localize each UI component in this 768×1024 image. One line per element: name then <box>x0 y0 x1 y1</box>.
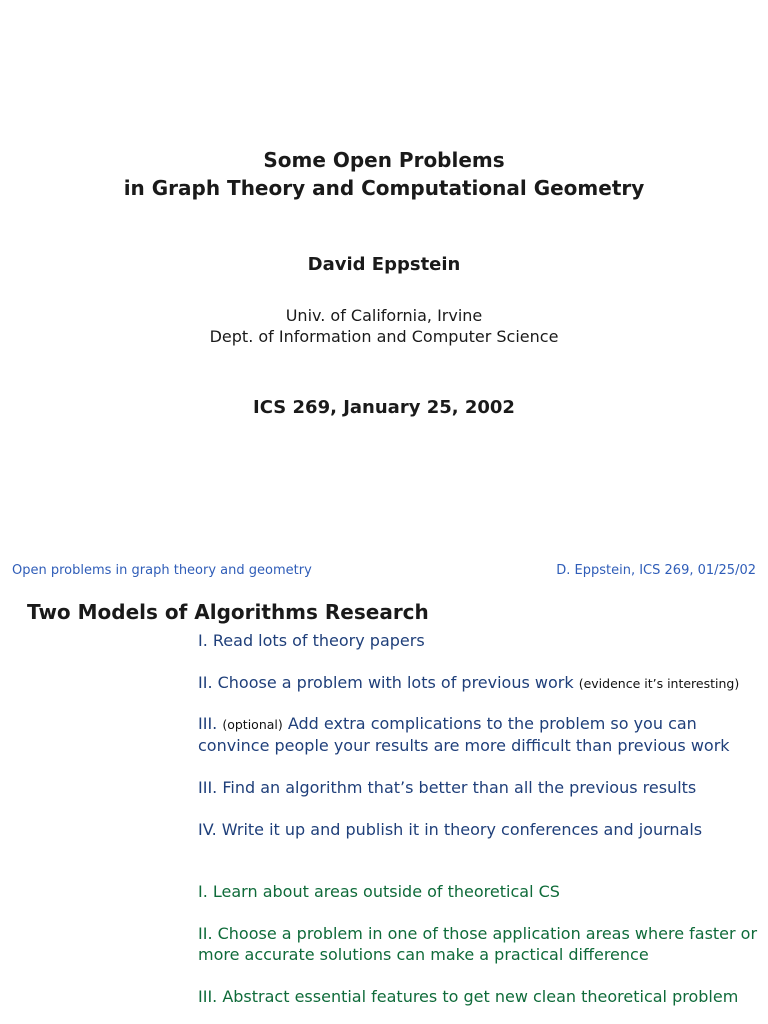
model1-step-3b: III. Find an algorithm that’s better than all the previous results <box>198 778 697 797</box>
slide-header-right: D. Eppstein, ICS 269, 01/25/02 <box>556 563 756 578</box>
slide-header-left: Open problems in graph theory and geometry <box>12 563 312 578</box>
presentation-date: ICS 269, January 25, 2002 <box>253 397 515 418</box>
model2-step-1: I. Learn about areas outside of theoretical CS <box>198 882 560 901</box>
model1-step-3a-text: Add extra complications to the problem so you can convince people your results are more difficult than previous work <box>198 714 730 755</box>
model1-step-2-text: II. Choose a problem with lots of previous work <box>198 673 574 692</box>
model1-step-3a-optional: (optional) <box>222 717 283 732</box>
model1-step-1: I. Read lots of theory papers <box>198 631 425 650</box>
author-name: David Eppstein <box>307 254 461 275</box>
affiliation <box>0 305 768 347</box>
model1-step-4: IV. Write it up and publish it in theory conferences and journals <box>198 820 703 839</box>
model1-step-2 <box>198 672 758 694</box>
slide-title <box>0 146 768 202</box>
model1-step-3a <box>198 713 758 756</box>
model1-step-3a-prefix: III. <box>198 714 218 733</box>
affiliation-line-2: Dept. of Information and Computer Science <box>209 327 559 346</box>
model2-step-3: III. Abstract essential features to get new clean theoretical problem <box>198 987 739 1006</box>
title-line-1: Some Open Problems <box>263 148 505 172</box>
model1-step-2-note: (evidence it’s interesting) <box>578 676 740 691</box>
slide2-title: Two Models of Algorithms Research <box>27 600 429 624</box>
affiliation-line-1: Univ. of California, Irvine <box>285 306 483 325</box>
title-line-2: in Graph Theory and Computational Geometry <box>123 176 645 200</box>
model2-step-2: II. Choose a problem in one of those application areas where faster or more accurate solutions can make a practical difference <box>198 924 758 964</box>
